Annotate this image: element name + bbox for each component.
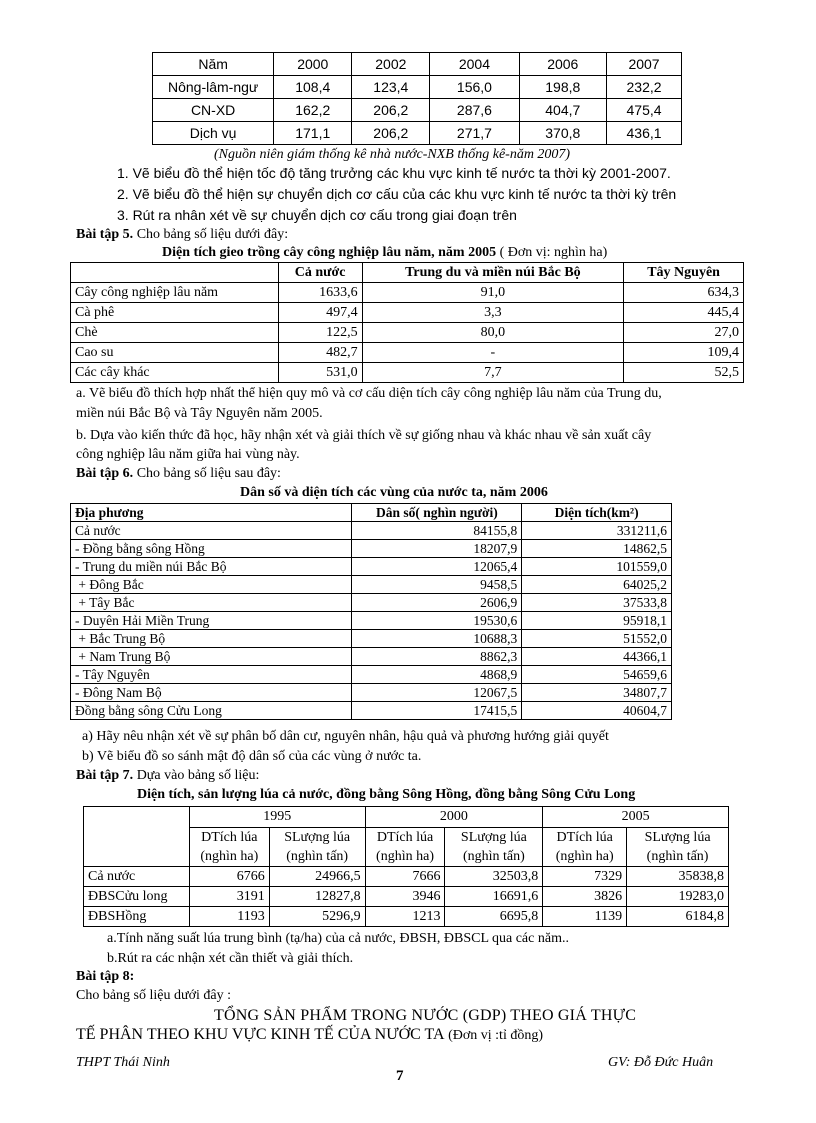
ex6-question-a: a) Hãy nêu nhận xét về sự phân bố dân cư, nguyên nhân, hậu quả và phương hướng giải quyết: [82, 729, 609, 744]
table-cell: 3191: [189, 887, 269, 907]
rice-table: [83, 806, 729, 927]
ex7-title: Diện tích, sản lượng lúa cả nước, đồng bằng Sông Hồng, đồng bằng Sông Cửu Long: [137, 787, 636, 802]
ex6-intro: Cho bảng số liệu sau đây:: [136, 466, 281, 481]
table-cell: Chè: [71, 323, 279, 343]
table-cell: 2606,9: [352, 594, 522, 612]
table-cell: 12827,8: [269, 887, 365, 907]
table-cell: 9458,5: [352, 576, 522, 594]
table1-source: (Nguồn niên giám thống kê nhà nước-NXB thống kê-năm 2007): [214, 147, 571, 162]
subheader-unit: (nghìn ha): [555, 849, 614, 864]
ex8-intro: Cho bảng số liệu dưới đây :: [76, 988, 231, 1003]
footer-school: THPT Thái Ninh: [76, 1055, 170, 1070]
ex5-question-a1: a. Vẽ biểu đồ thích hợp nhất thể hiện quy mô và cơ cấu diện tích cây công nghiệp lâu năm của Trung du,: [76, 386, 662, 401]
table-cell: 1633,6: [278, 283, 362, 303]
table-cell: + Tây Bắc: [71, 594, 352, 612]
table-cell: 18207,9: [352, 540, 522, 558]
table-cell: 6184,8: [627, 907, 729, 927]
table-cell: ĐBSHồng: [84, 907, 190, 927]
table-subheader-cell: [543, 828, 627, 867]
table-header-cell: Diện tích(km²): [522, 504, 672, 522]
table-cell: 10688,3: [352, 630, 522, 648]
table-cell: 171,1: [274, 122, 352, 145]
table-row: [153, 122, 682, 145]
table-row: [71, 323, 744, 343]
year-header-cell: 2000: [365, 807, 543, 828]
table-cell: 206,2: [352, 122, 430, 145]
table-cell: 51552,0: [522, 630, 672, 648]
subheader-label: SLượng lúa: [284, 830, 351, 845]
table-cell: 24966,5: [269, 867, 365, 887]
table-corner-cell: [84, 807, 190, 867]
table-header-row: [71, 263, 744, 283]
table-header-cell: Dân số( nghìn người): [352, 504, 522, 522]
table-cell: 445,4: [624, 303, 744, 323]
table-cell: 17415,5: [352, 702, 522, 720]
table-cell: 370,8: [519, 122, 607, 145]
table-row: [71, 576, 672, 594]
ex7-intro: Dựa vào bảng số liệu:: [136, 768, 260, 783]
subheader-label: SLượng lúa: [644, 830, 711, 845]
table-cell: 4868,9: [352, 666, 522, 684]
table-row: [71, 630, 672, 648]
table-cell: 64025,2: [522, 576, 672, 594]
ex4-item-3: 3. Rút ra nhân xét về sự chuyển dịch cơ cấu trong giai đoạn trên: [117, 207, 517, 223]
table-cell: - Duyên Hải Miền Trung: [71, 612, 352, 630]
table-cell: 108,4: [274, 76, 352, 99]
table-cell: 6695,8: [445, 907, 543, 927]
ex5-title: Diện tích gieo trồng cây công nghiệp lâu năm, năm 2005: [162, 245, 497, 260]
industrial-crop-table: [70, 262, 744, 383]
table-cell: Dịch vụ: [153, 122, 274, 145]
table-cell: 84155,8: [352, 522, 522, 540]
table-cell: 1193: [189, 907, 269, 927]
table-cell: 3946: [365, 887, 445, 907]
subheader-label: DTích lúa: [376, 830, 434, 845]
table-row: [84, 867, 729, 887]
table-row: [153, 99, 682, 122]
table-cell: ĐBSCửu long: [84, 887, 190, 907]
ex8-unit: (Đơn vị :tỉ đồng): [448, 1028, 543, 1043]
ex5-heading: [76, 226, 288, 244]
ex5-question-a2: miền núi Bắc Bộ và Tây Nguyên năm 2005.: [76, 406, 323, 421]
table-header-row: [71, 504, 672, 522]
ex4-item-2: 2. Vẽ biểu đồ thể hiện sự chuyển dịch cơ cấu của các khu vực kinh tế nước ta thời kỳ trên: [117, 186, 677, 202]
subheader-unit: (nghìn tấn): [286, 849, 349, 864]
table-cell: 40604,7: [522, 702, 672, 720]
table-cell: 404,7: [519, 99, 607, 122]
table-cell: 206,2: [352, 99, 430, 122]
ex5-title-line: [162, 245, 607, 261]
table-row: [71, 343, 744, 363]
table-cell: 12067,5: [352, 684, 522, 702]
table-cell: 198,8: [519, 76, 607, 99]
ex4-item-1: 1. Vẽ biểu đồ thể hiện tốc độ tăng trưởng các khu vực kinh tế nước ta thời kỳ 2001-2007.: [117, 165, 671, 181]
table-cell: 95918,1: [522, 612, 672, 630]
table-cell: Cao su: [71, 343, 279, 363]
table-cell: Cả nước: [84, 867, 190, 887]
table-cell: 531,0: [278, 363, 362, 383]
subheader-label: SLượng lúa: [460, 830, 527, 845]
table-header-cell: Năm: [153, 53, 274, 76]
table-cell: 109,4: [624, 343, 744, 363]
year-header-cell: 1995: [189, 807, 365, 828]
table-cell: 5296,9: [269, 907, 365, 927]
table-cell: 101559,0: [522, 558, 672, 576]
table-cell: 19530,6: [352, 612, 522, 630]
ex5-unit: ( Đơn vị: nghìn ha): [499, 245, 608, 260]
table-row: [84, 907, 729, 927]
table-header-cell: 2006: [519, 53, 607, 76]
table-cell: -: [362, 343, 624, 363]
table-cell: 287,6: [430, 99, 519, 122]
table-header-cell: Tây Nguyên: [624, 263, 744, 283]
table-cell: 14862,5: [522, 540, 672, 558]
table-cell: Các cây khác: [71, 363, 279, 383]
table-cell: 12065,4: [352, 558, 522, 576]
table-row: [71, 594, 672, 612]
table-cell: 16691,6: [445, 887, 543, 907]
table-header-cell: 2000: [274, 53, 352, 76]
ex7-question-b: b.Rút ra các nhận xét cần thiết và giải thích.: [107, 951, 354, 966]
subheader-unit: (nghìn tấn): [462, 849, 525, 864]
ex5-label: Bài tập 5.: [76, 227, 134, 242]
table-row: [71, 363, 744, 383]
table-subheader-cell: [627, 828, 729, 867]
table-cell: 122,5: [278, 323, 362, 343]
table-cell: Cây công nghiệp lâu năm: [71, 283, 279, 303]
table-row: [71, 666, 672, 684]
table-cell: 19283,0: [627, 887, 729, 907]
ex6-heading: [76, 465, 281, 483]
table-cell: 54659,6: [522, 666, 672, 684]
table-cell: 35838,8: [627, 867, 729, 887]
year-header-cell: 2005: [543, 807, 729, 828]
ex6-title: Dân số và diện tích các vùng của nước ta, năm 2006: [240, 485, 548, 500]
table-cell: 232,2: [607, 76, 682, 99]
footer-teacher: GV: Đỗ Đức Huân: [608, 1055, 714, 1070]
ex7-label: Bài tập 7.: [76, 768, 134, 783]
table-row: [84, 887, 729, 907]
table-cell: 3,3: [362, 303, 624, 323]
table-cell: - Tây Nguyên: [71, 666, 352, 684]
table-header-cell: Địa phương: [71, 504, 352, 522]
table-header-cell: [71, 263, 279, 283]
population-area-table: [70, 503, 672, 720]
table-cell: Cả nước: [71, 522, 352, 540]
table-header-cell: 2004: [430, 53, 519, 76]
table-row: [71, 303, 744, 323]
table-row: [71, 612, 672, 630]
ex6-question-b: b) Vẽ biểu đồ so sánh mật độ dân số của các vùng ở nước ta.: [82, 749, 422, 764]
ex8-title-line-2: [76, 1026, 543, 1045]
table-cell: 44366,1: [522, 648, 672, 666]
table-subheader-cell: [365, 828, 445, 867]
table-row: [71, 522, 672, 540]
table-cell: 8862,3: [352, 648, 522, 666]
table-cell: 1213: [365, 907, 445, 927]
table-cell: 52,5: [624, 363, 744, 383]
table-row: [71, 558, 672, 576]
table-header-cell: Trung du và miền núi Bắc Bộ: [362, 263, 624, 283]
table-cell: + Nam Trung Bộ: [71, 648, 352, 666]
table-cell: 7,7: [362, 363, 624, 383]
table-header-cell: 2007: [607, 53, 682, 76]
table-cell: 80,0: [362, 323, 624, 343]
subheader-label: DTích lúa: [556, 830, 613, 845]
table-row: [71, 540, 672, 558]
table-cell: 34807,7: [522, 684, 672, 702]
table-row: [153, 76, 682, 99]
table-cell: 1139: [543, 907, 627, 927]
table-cell: CN-XD: [153, 99, 274, 122]
footer-page-number: 7: [396, 1068, 404, 1084]
table-cell: - Trung du miền núi Bắc Bộ: [71, 558, 352, 576]
table-cell: Nông-lâm-ngư: [153, 76, 274, 99]
subheader-unit: (nghìn ha): [200, 849, 259, 864]
table-subheader-cell: [269, 828, 365, 867]
subheader-unit: (nghìn tấn): [646, 849, 709, 864]
table-header-cell: 2002: [352, 53, 430, 76]
table-cell: 6766: [189, 867, 269, 887]
table-header-row: [153, 53, 682, 76]
table-header-cell: Cả nước: [278, 263, 362, 283]
table-cell: 497,4: [278, 303, 362, 323]
table-cell: 27,0: [624, 323, 744, 343]
table-cell: 482,7: [278, 343, 362, 363]
ex7-heading: [76, 767, 259, 785]
table-cell: - Đông Nam Bộ: [71, 684, 352, 702]
ex7-question-a: a.Tính năng suất lúa trung bình (tạ/ha) của cả nước, ĐBSH, ĐBSCL qua các năm..: [107, 931, 569, 946]
table-cell: 91,0: [362, 283, 624, 303]
table-subheader-cell: [189, 828, 269, 867]
gdp-growth-table: [152, 52, 682, 145]
table-cell: 156,0: [430, 76, 519, 99]
table-cell: - Đồng bằng sông Hồng: [71, 540, 352, 558]
table-row: [71, 648, 672, 666]
table-cell: 123,4: [352, 76, 430, 99]
table-cell: + Bắc Trung Bộ: [71, 630, 352, 648]
table-cell: 37533,8: [522, 594, 672, 612]
table-cell: Đồng bằng sông Cửu Long: [71, 702, 352, 720]
subheader-unit: (nghìn ha): [376, 849, 434, 864]
table-cell: 331211,6: [522, 522, 672, 540]
table-cell: 436,1: [607, 122, 682, 145]
table-cell: 32503,8: [445, 867, 543, 887]
ex5-question-b2: công nghiệp lâu năm giữa hai vùng này.: [76, 447, 300, 462]
table-cell: 271,7: [430, 122, 519, 145]
subheader-label: DTích lúa: [201, 830, 258, 845]
ex5-intro: Cho bảng số liệu dưới đây:: [136, 227, 289, 242]
ex5-question-b1: b. Dựa vào kiến thức đã học, hãy nhận xét và giải thích về sự giống nhau và khác nhau về sản xuất cây: [76, 428, 652, 443]
table-cell: 162,2: [274, 99, 352, 122]
ex8-title-1: TỔNG SẢN PHẨM TRONG NƯỚC (GDP) THEO GIÁ THỰC: [214, 1007, 637, 1024]
table-cell: 7666: [365, 867, 445, 887]
table-row: [71, 684, 672, 702]
table-cell: 634,3: [624, 283, 744, 303]
ex8-title-2: TẾ PHÂN THEO KHU VỰC KINH TẾ CỦA NƯỚC TA: [76, 1026, 445, 1043]
table-row: [71, 702, 672, 720]
table-cell: 7329: [543, 867, 627, 887]
ex6-label: Bài tập 6.: [76, 466, 134, 481]
table-row: [71, 283, 744, 303]
table-cell: + Đông Bắc: [71, 576, 352, 594]
table-subheader-cell: [445, 828, 543, 867]
ex8-label: Bài tập 8:: [76, 969, 135, 984]
table-cell: 3826: [543, 887, 627, 907]
table-cell: 475,4: [607, 99, 682, 122]
table-header-row: [84, 807, 729, 828]
table-cell: Cà phê: [71, 303, 279, 323]
